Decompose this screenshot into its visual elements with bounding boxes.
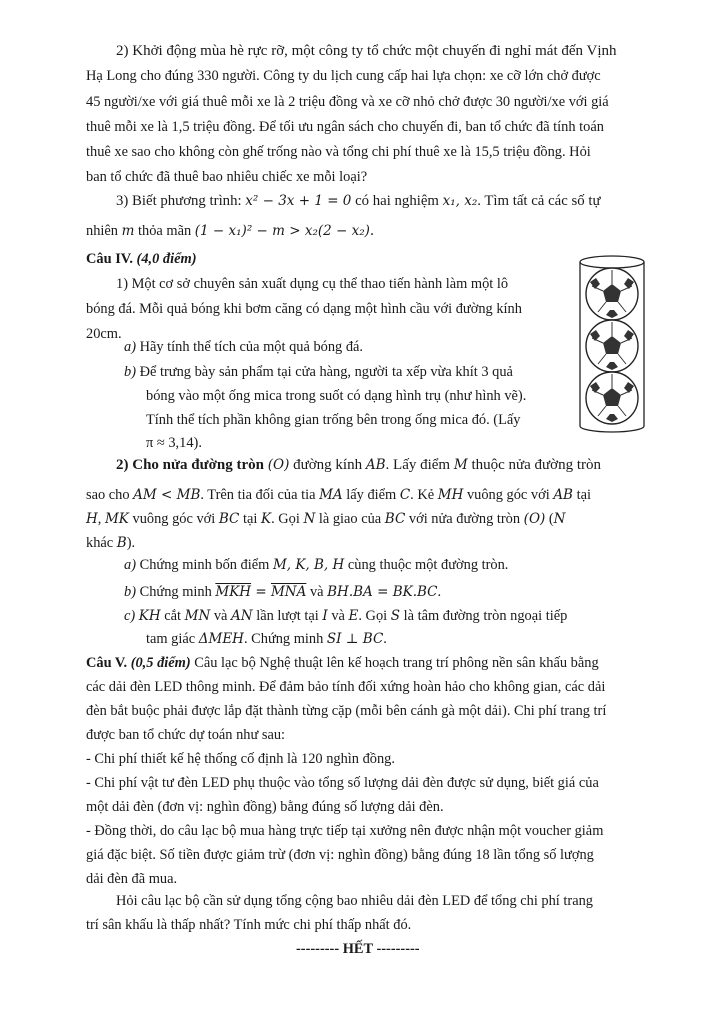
q3-3-line-1 bbox=[116, 194, 600, 209]
math-run: N bbox=[303, 511, 316, 527]
q3-2-line-4: thuê mỗi xe là 1,5 triệu đồng. Để tối ưu ngân sách cho chuyến đi, ban tổ chức đã tính toán bbox=[86, 119, 604, 135]
q4-2c-line-1 bbox=[124, 609, 567, 624]
cylinder-top-ellipse bbox=[580, 256, 644, 268]
q5-line-9: giá đặc biệt. Số tiền được giảm trừ (đơn vị: nghìn đồng) bằng đúng 18 lần tổng số lượng bbox=[86, 847, 594, 863]
q5-line-4: được ban tổ chức dự toán như sau: bbox=[86, 727, 286, 743]
q4-1a bbox=[124, 340, 363, 354]
q4-1a-label: a) bbox=[124, 339, 136, 355]
q4-score: (4,0 điểm) bbox=[136, 251, 197, 267]
math-run: MK bbox=[104, 511, 129, 527]
q4-2c-line-2 bbox=[146, 632, 387, 647]
q3-3-equation: x² − 3x + 1 = 0 bbox=[245, 193, 352, 209]
q4-1-line-3: 20cm. bbox=[86, 326, 122, 342]
q5-line-11: Hỏi câu lạc bộ cần sử dụng tổng cộng bao nhiêu dải đèn LED để tổng chi phí trang bbox=[116, 893, 593, 909]
text-run: cùng thuộc một đường tròn. bbox=[344, 557, 509, 573]
text-run: Chứng minh bốn điểm bbox=[139, 557, 273, 573]
q5-line-12: trí sân khấu là thấp nhất? Tính mức chi phí thấp nhất đó. bbox=[86, 917, 412, 933]
math-run: N bbox=[553, 511, 566, 527]
math-run: M, K, B, H bbox=[272, 557, 345, 573]
math-run: I bbox=[322, 608, 328, 624]
text-run: và bbox=[210, 608, 232, 624]
math-run: C bbox=[399, 487, 411, 503]
math-run: SI ⊥ BC bbox=[326, 631, 384, 647]
q5-first-line-text: Câu lạc bộ Nghệ thuật lên kế hoạch trang trí phông nền sân khấu bằng bbox=[190, 655, 599, 671]
math-run: MA bbox=[319, 487, 343, 503]
q5-line-2: các dải đèn LED thông minh. Để đảm bảo tính đối xứng hoàn hảo cho không gian, các dải bbox=[86, 679, 606, 695]
math-run: BC bbox=[218, 511, 240, 527]
q3-3-inequality: (1 − x₁)² − m > x₂(2 − x₂). bbox=[194, 223, 375, 239]
text-run: ( bbox=[545, 511, 554, 527]
text-run: và bbox=[327, 608, 349, 624]
math-run: S bbox=[390, 608, 400, 624]
text-run: tam giác bbox=[146, 631, 199, 647]
q4-2-line-2 bbox=[86, 488, 591, 503]
q4-1b-line-4: π ≈ 3,14). bbox=[146, 435, 202, 451]
q3-3-line-2 bbox=[86, 224, 374, 239]
text-run: sao cho bbox=[86, 487, 134, 503]
text-run: . bbox=[437, 584, 442, 600]
q4-heading-label: Câu IV. bbox=[86, 251, 133, 267]
text-run: . bbox=[383, 631, 387, 647]
text-run: ). bbox=[126, 535, 136, 551]
q4-2-line-1 bbox=[116, 458, 601, 473]
math-run: ΔMEH bbox=[198, 631, 244, 647]
q3-3-line2-a: nhiên bbox=[86, 223, 118, 239]
q3-2-line-1: 2) Khởi động mùa hè rực rỡ, một công ty tổ chức một chuyến đi nghỉ mát đến Vịnh bbox=[116, 43, 617, 59]
soccer-ball-icon bbox=[586, 320, 638, 372]
text-run: vuông góc với bbox=[463, 487, 554, 503]
text-run: . Kẻ bbox=[410, 487, 438, 503]
math-run: H bbox=[86, 511, 98, 527]
math-run: MN bbox=[184, 608, 211, 624]
math-run: M bbox=[453, 457, 468, 473]
text-run: thuộc nửa đường tròn bbox=[467, 457, 602, 473]
math-run: AM < MB bbox=[133, 487, 201, 503]
text-run: 2) Cho nửa đường tròn bbox=[116, 457, 268, 473]
math-run: K bbox=[260, 511, 272, 527]
q4-1b-line-2: bóng vào một ống mica trong suốt có dạng hình trụ (như hình vẽ). bbox=[146, 388, 527, 404]
q5-heading: Câu V. bbox=[86, 655, 128, 671]
text-run: , bbox=[97, 511, 105, 527]
math-run: AN bbox=[231, 608, 253, 624]
q3-3-line2-b: thỏa mãn bbox=[138, 223, 192, 239]
text-run: . Lấy điểm bbox=[385, 457, 454, 473]
q4-2b bbox=[124, 585, 441, 600]
q3-3-var-m: m bbox=[121, 223, 135, 239]
text-run: lần lượt tại bbox=[252, 608, 323, 624]
q3-2-line-5: thuê xe sao cho không còn ghế trống nào và tổng chi phí thuê xe là 15,5 triệu đồng. Hỏi bbox=[86, 144, 591, 160]
q4-1b-line-1 bbox=[124, 365, 513, 379]
math-run: AB bbox=[553, 487, 573, 503]
q3-2-line-3: 45 người/xe với giá thuê mỗi xe là 2 triệu đồng và xe cỡ nhỏ chở được 30 người/xe với giá bbox=[86, 94, 609, 110]
text-run: tại bbox=[572, 487, 591, 503]
text-run: . Chứng minh bbox=[243, 631, 327, 647]
q5-line-3: đèn bắt buộc phải được lắp đặt thành từng cặp (mỗi bên cánh gà một dải). Chi phí trang trí bbox=[86, 703, 607, 719]
q5-line-6: - Chi phí vật tư đèn LED phụ thuộc vào tổng số lượng dải đèn được sử dụng, biết giá của bbox=[86, 775, 599, 791]
soccer-ball-icon bbox=[586, 372, 638, 424]
q5-line-7: một dải đèn (đơn vị: nghìn đồng) bằng đúng số lượng dải đèn. bbox=[86, 799, 444, 815]
q4-1b-line-3: Tính thể tích phần không gian trống bên trong ống mica đó. (Lấy bbox=[146, 412, 521, 428]
q5-score: (0,5 điểm) bbox=[130, 655, 191, 671]
text-run: Chứng minh bbox=[139, 584, 216, 600]
text-run: tại bbox=[239, 511, 261, 527]
math-run: BH.BA = BK.BC bbox=[327, 584, 438, 600]
cylinder-with-balls-figure bbox=[576, 254, 648, 434]
text-run: . Gọi bbox=[358, 608, 391, 624]
q5-line-5: - Chi phí thiết kế hệ thống cố định là 120 nghìn đồng. bbox=[86, 751, 395, 767]
q4-1-line-2: bóng đá. Mỗi quả bóng khi bơm căng có dạng một hình cầu với đường kính bbox=[86, 301, 522, 317]
q4-2c-label: c) bbox=[124, 608, 136, 624]
math-run: (O) bbox=[267, 457, 290, 473]
q4-2-line-4 bbox=[86, 536, 135, 551]
text-run: . Trên tia đối của tia bbox=[200, 487, 320, 503]
text-run: là giao của bbox=[315, 511, 385, 527]
q4-2a-label: a) bbox=[124, 557, 136, 573]
q5-line-8: - Đồng thời, do câu lạc bộ mua hàng trực tiếp tại xưởng nên được nhận một voucher giảm bbox=[86, 823, 604, 839]
text-run: với nửa đường tròn bbox=[405, 511, 524, 527]
text-run: cắt bbox=[160, 608, 185, 624]
q4-2-line-3 bbox=[86, 512, 565, 527]
q4-1b-label: b) bbox=[124, 364, 136, 380]
cylinder-bottom-arc bbox=[580, 426, 644, 432]
q3-3-text-a: Biết phương trình: bbox=[132, 193, 242, 209]
math-run: B bbox=[116, 535, 127, 551]
math-run: AB bbox=[365, 457, 386, 473]
q4-1b-text-1: Để trưng bày sản phẩm tại cửa hàng, người ta xếp vừa khít 3 quả bbox=[139, 364, 513, 380]
q3-3-roots: x₁, x₂ bbox=[442, 193, 478, 209]
q4-1a-text: Hãy tính thể tích của một quả bóng đá. bbox=[139, 339, 364, 355]
q3-2-line-2: Hạ Long cho đúng 330 người. Công ty du lịch cung cấp hai lựa chọn: xe cỡ lớn chở được bbox=[86, 68, 601, 84]
q3-2-line-6: ban tổ chức đã thuê bao nhiêu chiếc xe mỗi loại? bbox=[86, 169, 368, 185]
math-run: $\overline{MNA}$ bbox=[270, 584, 307, 600]
q4-1-line-1: 1) Một cơ sở chuyên sản xuất dụng cụ thể thao tiến hành làm một lô bbox=[116, 276, 509, 292]
text-run: khác bbox=[86, 535, 117, 551]
text-run: . Gọi bbox=[271, 511, 304, 527]
math-run: E bbox=[348, 608, 359, 624]
q5-line-10: dải đèn đã mua. bbox=[86, 871, 178, 887]
q4-2b-label: b) bbox=[124, 584, 136, 600]
math-run: BC bbox=[384, 511, 406, 527]
q3-3-text-c: . Tìm tất cả các số tự bbox=[477, 193, 601, 209]
q4-heading bbox=[86, 252, 197, 266]
text-run: là tâm đường tròn ngoại tiếp bbox=[400, 608, 568, 624]
math-run: $\overline{MKH}$ bbox=[215, 584, 252, 600]
math-run: KH bbox=[138, 608, 161, 624]
text-run: lấy điểm bbox=[342, 487, 400, 503]
math-run: MH bbox=[437, 487, 464, 503]
text-run: đường kính bbox=[289, 457, 366, 473]
q5-line-1 bbox=[86, 656, 599, 670]
q4-2a bbox=[124, 558, 508, 573]
math-run: (O) bbox=[523, 511, 546, 527]
end-marker: --------- HẾT --------- bbox=[296, 941, 420, 957]
text-run: và bbox=[306, 584, 328, 600]
math-run: = bbox=[251, 584, 271, 600]
soccer-ball-icon bbox=[586, 268, 638, 320]
q3-3-text-b: có hai nghiệm bbox=[355, 193, 439, 209]
q3-3-label: 3) bbox=[116, 193, 129, 209]
text-run: vuông góc với bbox=[128, 511, 219, 527]
